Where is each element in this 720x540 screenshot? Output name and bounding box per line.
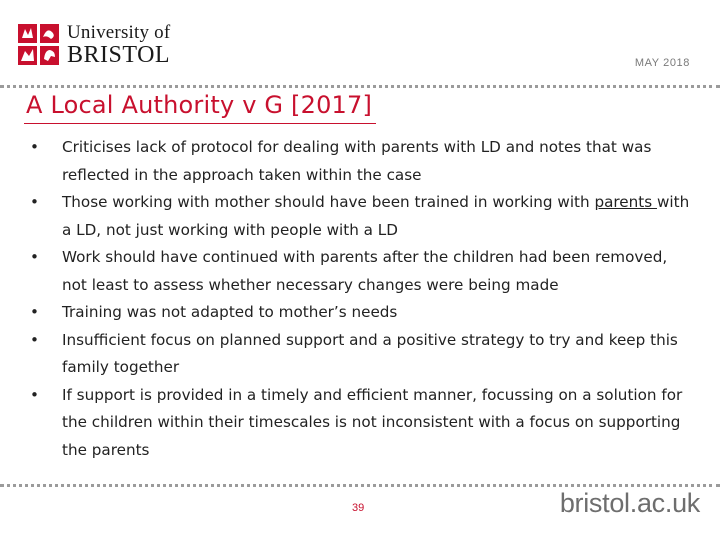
- university-logo: [17, 20, 177, 70]
- footer-divider: [0, 484, 720, 487]
- bullet-dot: •: [30, 138, 39, 156]
- bullet-item: [28, 327, 694, 382]
- university-crest-icon: [17, 23, 61, 67]
- university-name: [67, 23, 170, 67]
- slide-date: MAY 2018: [634, 57, 690, 69]
- bullet-dot: •: [30, 193, 39, 211]
- bullet-text: Training was not adapted to mother’s needs: [62, 303, 398, 321]
- bullet-dot: •: [30, 385, 39, 404]
- slide-title: A Local Authority v G [2017]: [26, 91, 373, 119]
- website-url: bristol.ac.uk: [559, 488, 700, 518]
- bullet-list: [28, 134, 694, 464]
- bullet-text: Work should have continued with parents after the children had been removed, not least to assess whether necessary changes were being made: [62, 248, 668, 294]
- bullet-item: [28, 382, 694, 465]
- bullet-dot: •: [30, 248, 39, 266]
- bullet-dot: •: [30, 330, 39, 349]
- bullet-text: If support is provided in a timely and efficient manner, focussing on a solution for the children within their timescales is not inconsistent with a focus on supporting the parents: [62, 385, 683, 459]
- title-underline: [24, 123, 376, 124]
- university-name-line1: University of: [67, 22, 171, 43]
- bullet-text-start: Those working with mother should have been trained in working with: [62, 193, 595, 211]
- university-name-line2: BRISTOL: [67, 42, 171, 68]
- bullet-text-end: with a LD, not just working with people with a LD: [62, 193, 690, 239]
- header-divider: [0, 85, 720, 88]
- bullet-item: [28, 244, 694, 299]
- bullet-text: Criticises lack of protocol for dealing with parents with LD and notes that was reflected in the approach taken within the case: [62, 138, 652, 184]
- bullet-item: [28, 134, 694, 189]
- bullet-text-underlined: parents: [594, 193, 657, 211]
- page-number: 39: [352, 502, 365, 514]
- bullet-dot: •: [30, 303, 39, 321]
- bullet-item: [28, 299, 694, 327]
- bullet-text: Insufficient focus on planned support and a positive strategy to try and keep this family together: [62, 330, 678, 376]
- bullet-item: [28, 189, 694, 244]
